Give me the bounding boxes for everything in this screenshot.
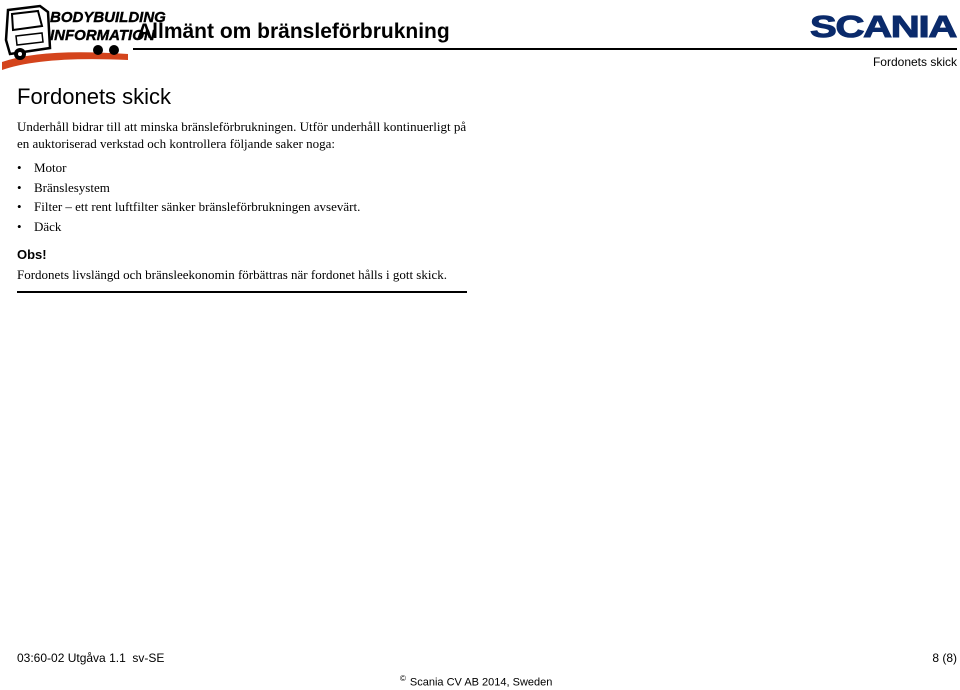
intro-paragraph: Underhåll bidrar till att minska bränsleförbrukningen. Utför underhåll kontinuerligt på en auktoriserad verkstad och kontrollera följande saker noga:: [17, 119, 467, 151]
footer-document-id: 03:60-02 Utgåva 1.1 sv-SE: [17, 651, 165, 665]
svg-text:INFORMATION: INFORMATION: [50, 27, 155, 44]
header-divider: [133, 48, 957, 50]
truck-logo-icon: [2, 0, 166, 72]
list-item: [17, 159, 360, 179]
list-item: [17, 198, 360, 218]
copyright-icon: ©: [400, 674, 406, 683]
page-title: Fordonets skick: [17, 84, 172, 109]
bullet-icon: •: [17, 199, 22, 214]
svg-text:BODYBUILDING: BODYBUILDING: [50, 9, 166, 26]
list-item-text: Motor: [34, 160, 67, 175]
list-item-text: Däck: [34, 218, 62, 234]
note-divider: [17, 291, 467, 293]
scania-logo: [810, 9, 957, 44]
maintenance-checklist: [17, 159, 360, 237]
bodybuilding-information-logo: [2, 0, 166, 72]
list-item: [17, 179, 360, 199]
document-header-title: Allmänt om bränsleförbrukning: [137, 20, 450, 43]
bullet-icon: •: [17, 218, 22, 234]
footer-copyright: [400, 674, 552, 689]
bullet-icon: •: [17, 179, 22, 195]
note-label: Obs!: [17, 247, 47, 262]
footer-page-number: 8 (8): [932, 651, 957, 665]
svg-text:SCANIA: SCANIA: [810, 9, 957, 44]
note-text: Fordonets livslängd och bränsleekonomin förbättras när fordonet hålls i gott skick.: [17, 267, 447, 282]
list-item: [17, 218, 360, 238]
bullet-icon: •: [17, 160, 22, 175]
list-item-text: Filter – ett rent luftfilter sänker bränsleförbrukningen avsevärt.: [34, 199, 361, 214]
scania-wordmark-icon: [810, 9, 957, 44]
header-section-label: Fordonets skick: [872, 55, 957, 69]
copyright-text: Scania CV AB 2014, Sweden: [409, 676, 553, 689]
list-item-text: Bränslesystem: [34, 179, 110, 195]
